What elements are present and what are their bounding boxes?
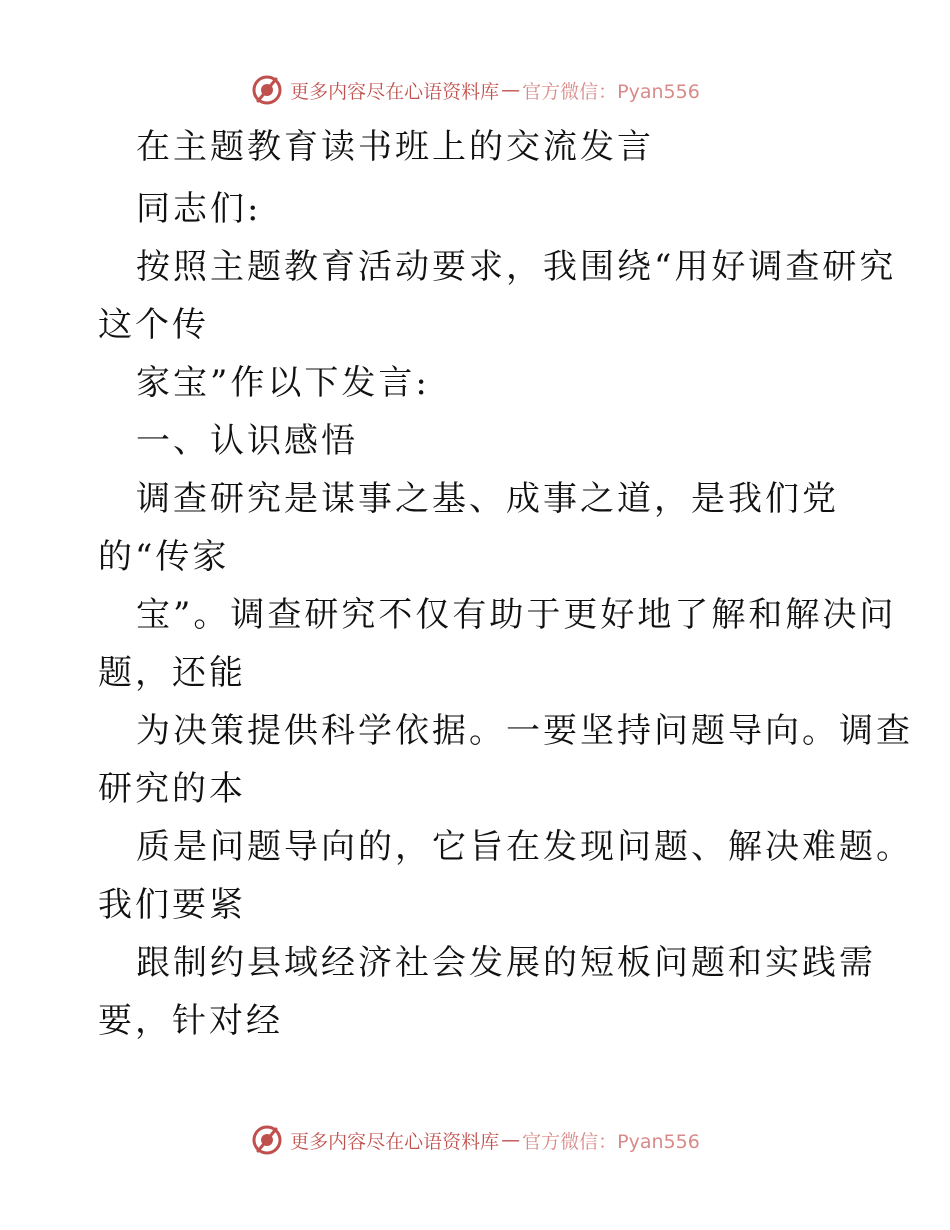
text-line: 研究的本 [98, 769, 246, 809]
document-title: 在主题教育读书班上的交流发言 [136, 127, 654, 167]
brand-logo-icon [250, 73, 284, 107]
text-line: 的“传家 [98, 537, 230, 577]
text-line: 按照主题教育活动要求，我围绕“用好调查研究 [136, 247, 897, 287]
text-line: 为决策提供科学依据。一要坚持问题导向。调查 [136, 711, 913, 751]
brand-logo-icon [250, 1123, 284, 1157]
text-line: 我们要紧 [98, 885, 246, 925]
header-watermark [0, 70, 950, 110]
text-line: 要，针对经 [98, 1001, 283, 1041]
banner-separator: — [501, 79, 521, 101]
text-line: 家宝”作以下发言: [136, 363, 430, 403]
text-line: 调查研究是谋事之基、成事之道，是我们党 [136, 479, 839, 519]
banner-text: 更多内容尽在心语资料库 [290, 1130, 500, 1153]
text-line: 跟制约县域经济社会发展的短板问题和实践需 [136, 943, 876, 983]
text-line: 宝”。调查研究不仅有助于更好地了解和解决问 [136, 595, 897, 635]
banner-separator: — [501, 1129, 521, 1151]
text-line: 题，还能 [98, 653, 246, 693]
text-line: 质是问题导向的，它旨在发现问题、解决难题。 [136, 827, 913, 867]
banner-wechat: 官方微信：Pyan556 [522, 80, 700, 103]
section-heading: 一、认识感悟 [136, 421, 358, 461]
salutation: 同志们: [136, 189, 262, 229]
banner-wechat: 官方微信：Pyan556 [522, 1130, 700, 1153]
banner-text: 更多内容尽在心语资料库 [290, 80, 500, 103]
footer-watermark [0, 1120, 950, 1160]
text-line: 这个传 [98, 305, 209, 345]
